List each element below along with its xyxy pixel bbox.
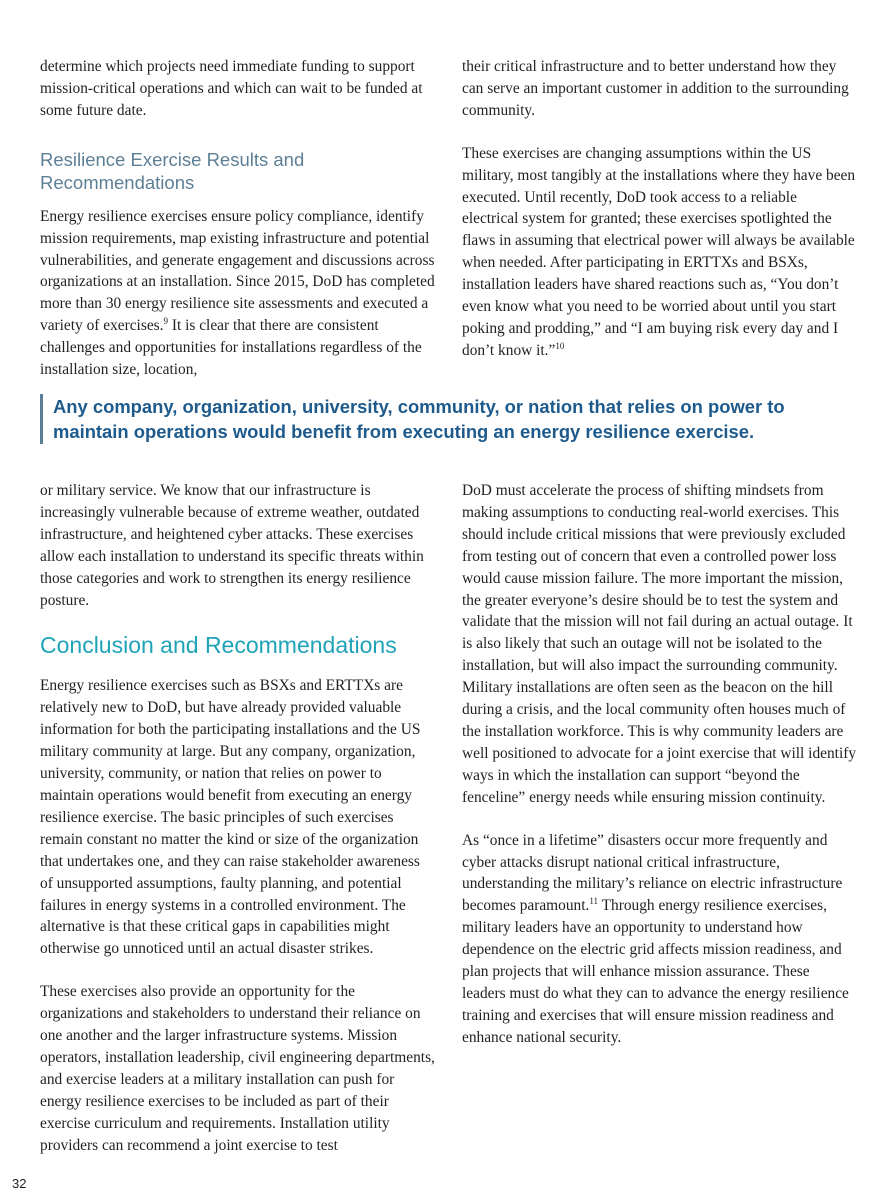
footnote-ref: 9 — [163, 316, 168, 327]
body-text: These exercises are changing assumptions within the US military, most tangibly at the installations where they have been executed. Until recently, DoD took access to a reliable electrical system for granted; these exercises spotlighted the flaws in assuming that electrical power will always be available when needed. After participating in ERTTXs and BSXs, installation leaders have shared reactions such as, “You don’t even know what you need to be worried about until you start poking and prodding,” and “I am buying risk every day and I don’t know it.” — [462, 144, 856, 359]
bottom-left-column — [40, 480, 435, 1156]
footnote-ref: 10 — [555, 340, 565, 351]
body-paragraph: their critical infrastructure and to better understand how they can serve an important customer in addition to the surrounding community. — [462, 58, 849, 119]
body-paragraph: Energy resilience exercises such as BSXs and ERTTXs are relatively new to DoD, but have already provided valuable information for both the participating installations and the US military community at large. But any company, organization, university, community, or nation that relies on power to maintain operations would benefit from executing an energy resilience exercise. The basic principles of such exercises remain constant no matter the kind or size of the organization that undertakes one, and they can raise stakeholder awareness of unsupported assumptions, faulty planning, and potential failures in energy systems in a controlled environment. The alternative is that these critical gaps in capabilities might otherwise go unnoticed until an actual disaster strikes. — [40, 677, 421, 958]
body-paragraph — [462, 143, 857, 362]
page-number: 32 — [12, 1176, 27, 1191]
body-text: It is clear that there are consistent challenges and opportunities for installations regardless of the installation size, location, — [40, 317, 422, 379]
body-paragraph — [40, 206, 435, 381]
body-text: As “once in a lifetime” disasters occur more frequently and cyber attacks disrupt national critical infrastructure, understanding the military’s reliance on electric infrastructure becomes paramount. — [462, 831, 843, 915]
section-heading-conclusion: Conclusion and Recommendations — [40, 632, 397, 659]
body-paragraph: DoD must accelerate the process of shifting mindsets from making assumptions to conducting real-world exercises. This should include critical missions that were previously excluded from testing out of concern that even a controlled power loss would cause mission failure. The more important the mission, the greater everyone’s desire should be to test the system and validate that the mission will not fail during an actual outage. It is also likely that such an outage will not be isolated to the installation, but will also impact the surrounding community. Military installations are often seen as the beacon on the hill during a crisis, and the local community often houses much of the installation workforce. This is why community leaders are well positioned to advocate for a joint exercise that will identify ways in which the installation can support “beyond the fenceline” energy needs while ensuring mission continuity. — [462, 482, 857, 806]
body-text: Through energy resilience exercises, military leaders have an opportunity to understand how dependence on the electric grid affects mission readiness, and plan projects that will enhance mission assurance. These leaders must do what they can to advance the energy resilience training and exercises that will ensure mission readiness and enhance national security. — [462, 897, 849, 1046]
top-right-column — [462, 56, 857, 362]
body-paragraph: determine which projects need immediate funding to support mission-critical operations and which can wait to be funded at some future date. — [40, 58, 423, 119]
pull-quote-text: Any company, organization, university, community, or nation that relies on power to maintain operations would benefit from executing an energy resilience exercise. — [53, 396, 785, 442]
pull-quote — [40, 394, 853, 444]
body-paragraph: These exercises also provide an opportunity for the organizations and stakeholders to understand their reliance on one another and the larger infrastructure systems. Mission operators, installation leadership, civil engineering departments, and exercise leaders at a military installation can push for energy resilience exercises to be included as part of their exercise curriculum and requirements. Installation utility providers can recommend a joint exercise to test — [40, 983, 435, 1154]
bottom-right-column — [462, 480, 857, 1049]
body-text: Energy resilience exercises ensure policy compliance, identify mission requirements, map existing infrastructure and potential vulnerabilities, and generate engagement and discussions across organizations at an installation. Since 2015, DoD has completed more than 30 energy resilience site assessments and executed a variety of exercises. — [40, 207, 435, 335]
body-paragraph: or military service. We know that our infrastructure is increasingly vulnerable because of extreme weather, outdated infrastructure, and heightened cyber attacks. These exercises allow each installation to understand its specific threats within those categories and work to strengthen its energy resilience posture. — [40, 482, 424, 609]
section-heading-results: Resilience Exercise Results and Recommendations — [40, 148, 305, 193]
body-paragraph — [462, 830, 857, 1049]
footnote-ref: 11 — [589, 896, 599, 907]
top-left-column — [40, 56, 435, 381]
